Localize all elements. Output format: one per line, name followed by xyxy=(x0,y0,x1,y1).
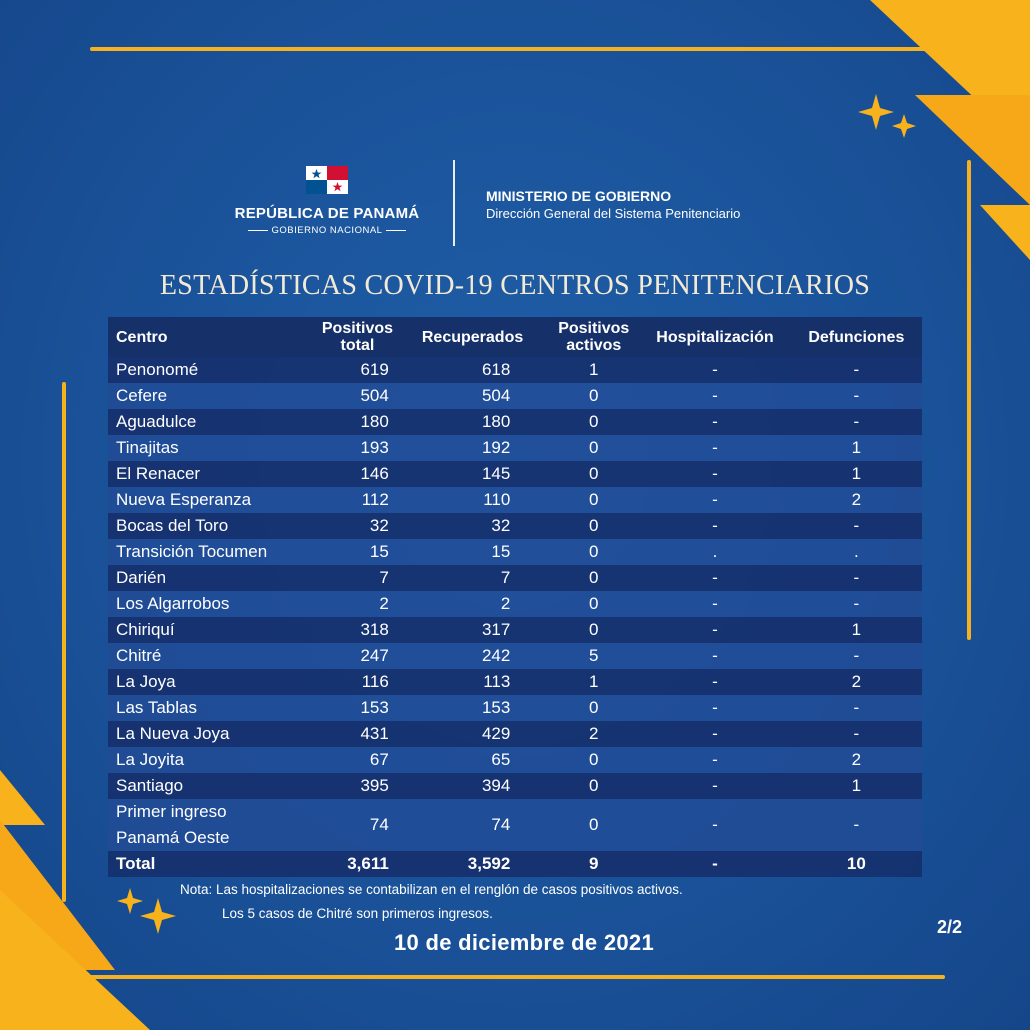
table-cell: Chiriquí xyxy=(108,617,318,643)
header-hospitalizacion: Hospitalización xyxy=(639,317,790,357)
sparkle-icon xyxy=(114,884,178,936)
table-cell: 0 xyxy=(548,487,639,513)
table-cell: 0 xyxy=(548,435,639,461)
table-cell: - xyxy=(639,357,790,383)
table-row xyxy=(108,565,922,591)
table-header-row xyxy=(108,317,922,357)
table-row xyxy=(108,747,922,773)
table-cell: La Nueva Joya xyxy=(108,721,318,747)
table-cell: 145 xyxy=(397,461,548,487)
table-cell: 0 xyxy=(548,409,639,435)
page-indicator: 2/2 xyxy=(937,917,963,937)
table-cell: 3,592 xyxy=(397,851,548,877)
table-cell: 0 xyxy=(548,539,639,565)
table-cell: - xyxy=(639,669,790,695)
table-cell: 146 xyxy=(318,461,397,487)
table-row xyxy=(108,357,922,383)
table-row xyxy=(108,643,922,669)
table-cell: 0 xyxy=(548,513,639,539)
table-cell: 7 xyxy=(397,565,548,591)
table-cell: 1 xyxy=(791,435,922,461)
table-cell: 395 xyxy=(318,773,397,799)
table-cell: 116 xyxy=(318,669,397,695)
table-cell: 429 xyxy=(397,721,548,747)
table-cell: - xyxy=(639,851,790,877)
table-row xyxy=(108,721,922,747)
table-cell: 1 xyxy=(791,461,922,487)
table-cell: 0 xyxy=(548,591,639,617)
table-cell: 2 xyxy=(791,669,922,695)
table-cell: 0 xyxy=(548,383,639,409)
table-cell: - xyxy=(791,643,922,669)
table-cell: El Renacer xyxy=(108,461,318,487)
header-positivos-activos: Positivos activos xyxy=(548,317,639,357)
table-cell: - xyxy=(639,591,790,617)
table-cell: 112 xyxy=(318,487,397,513)
table-cell: 180 xyxy=(397,409,548,435)
table-cell: - xyxy=(791,721,922,747)
table-cell: Total xyxy=(108,851,318,877)
ministry-name: MINISTERIO DE GOBIERNO xyxy=(486,188,672,204)
table-cell: 2 xyxy=(397,591,548,617)
table-cell: Primer ingreso Panamá Oeste xyxy=(108,799,318,851)
covid-stats-table xyxy=(108,317,922,877)
table-cell: 247 xyxy=(318,643,397,669)
table-cell: 9 xyxy=(548,851,639,877)
table-row xyxy=(108,539,922,565)
table-cell: 318 xyxy=(318,617,397,643)
table-cell: 15 xyxy=(318,539,397,565)
table-cell: 67 xyxy=(318,747,397,773)
table-cell: 619 xyxy=(318,357,397,383)
table-cell: 1 xyxy=(791,773,922,799)
table-cell: 113 xyxy=(397,669,548,695)
table-cell: 153 xyxy=(318,695,397,721)
panama-flag-icon xyxy=(306,166,348,194)
table-cell: - xyxy=(639,513,790,539)
table-cell: Nueva Esperanza xyxy=(108,487,318,513)
government-label: GOBIERNO NACIONAL xyxy=(222,225,432,236)
table-cell: 0 xyxy=(548,617,639,643)
table-cell: Santiago xyxy=(108,773,318,799)
header-centro: Centro xyxy=(108,317,318,357)
table-cell: 1 xyxy=(548,357,639,383)
note-line-1: Nota: Las hospitalizaciones se contabilizan en el renglón de casos positivos activos. xyxy=(180,882,683,897)
table-cell: - xyxy=(791,383,922,409)
table-row xyxy=(108,435,922,461)
table-cell: 317 xyxy=(397,617,548,643)
table-cell: 0 xyxy=(548,747,639,773)
table-cell: Darién xyxy=(108,565,318,591)
table-cell: 0 xyxy=(548,461,639,487)
table-row xyxy=(108,383,922,409)
table-cell: - xyxy=(639,487,790,513)
table-cell: 5 xyxy=(548,643,639,669)
table-cell: 0 xyxy=(548,565,639,591)
table-cell: Los Algarrobos xyxy=(108,591,318,617)
table-cell: - xyxy=(791,695,922,721)
header-divider xyxy=(453,160,455,246)
table-cell: Transición Tocumen xyxy=(108,539,318,565)
table-cell: 32 xyxy=(318,513,397,539)
table-cell: - xyxy=(639,565,790,591)
table-cell: 1 xyxy=(791,617,922,643)
table-cell: 0 xyxy=(548,799,639,851)
table-cell: - xyxy=(791,357,922,383)
table-row xyxy=(108,461,922,487)
table-cell: - xyxy=(639,383,790,409)
table-cell: - xyxy=(791,565,922,591)
table-cell: - xyxy=(639,435,790,461)
table-cell: Tinajitas xyxy=(108,435,318,461)
table-cell: - xyxy=(791,409,922,435)
table-row xyxy=(108,669,922,695)
table-row xyxy=(108,617,922,643)
table-cell: 74 xyxy=(318,799,397,851)
header xyxy=(0,160,1030,250)
table-cell: Penonomé xyxy=(108,357,318,383)
table-cell: - xyxy=(639,695,790,721)
table-cell: 193 xyxy=(318,435,397,461)
page-title: ESTADÍSTICAS COVID-19 CENTROS PENITENCIARIOS xyxy=(159,270,871,301)
table-cell: 504 xyxy=(318,383,397,409)
table-cell: 504 xyxy=(397,383,548,409)
table-cell: La Joyita xyxy=(108,747,318,773)
table-cell: - xyxy=(791,591,922,617)
table-cell: 242 xyxy=(397,643,548,669)
table-cell: Chitré xyxy=(108,643,318,669)
table-cell: 110 xyxy=(397,487,548,513)
table-cell: Aguadulce xyxy=(108,409,318,435)
table-cell: Las Tablas xyxy=(108,695,318,721)
table-cell: 192 xyxy=(397,435,548,461)
table-cell: 394 xyxy=(397,773,548,799)
table-cell: 32 xyxy=(397,513,548,539)
table-cell: - xyxy=(639,617,790,643)
republic-name: REPÚBLICA DE PANAMÁ xyxy=(234,205,420,222)
report-date: 10 de diciembre de 2021 xyxy=(393,930,655,955)
table-cell: - xyxy=(639,773,790,799)
table-total-row xyxy=(108,851,922,877)
table-cell: 431 xyxy=(318,721,397,747)
note-line-2: Los 5 casos de Chitré son primeros ingresos. xyxy=(222,906,493,921)
table-cell: 0 xyxy=(548,773,639,799)
table-cell: 153 xyxy=(397,695,548,721)
table-cell: - xyxy=(639,643,790,669)
table-row xyxy=(108,695,922,721)
ministry-subtitle: Dirección General del Sistema Penitenciario xyxy=(486,206,741,221)
header-positivos-total: Positivos total xyxy=(318,317,397,357)
table-cell: 7 xyxy=(318,565,397,591)
table-row xyxy=(108,799,922,851)
table-cell: 180 xyxy=(318,409,397,435)
table-cell: - xyxy=(639,799,790,851)
table-cell: 0 xyxy=(548,695,639,721)
table-cell: 74 xyxy=(397,799,548,851)
table-cell: - xyxy=(639,747,790,773)
table-cell: . xyxy=(791,539,922,565)
header-recuperados: Recuperados xyxy=(397,317,548,357)
table-cell: - xyxy=(639,721,790,747)
header-defunciones: Defunciones xyxy=(791,317,922,357)
table-cell: 1 xyxy=(548,669,639,695)
table-row xyxy=(108,409,922,435)
table-cell: Bocas del Toro xyxy=(108,513,318,539)
table-cell: 2 xyxy=(791,747,922,773)
table-cell: 3,611 xyxy=(318,851,397,877)
table-cell: - xyxy=(791,513,922,539)
table-cell: - xyxy=(791,799,922,851)
table-cell: 15 xyxy=(397,539,548,565)
table-cell: 2 xyxy=(318,591,397,617)
table-row xyxy=(108,513,922,539)
table-row xyxy=(108,591,922,617)
table-cell: 65 xyxy=(397,747,548,773)
table-cell: La Joya xyxy=(108,669,318,695)
table-row xyxy=(108,773,922,799)
table-cell: 2 xyxy=(791,487,922,513)
table-cell: . xyxy=(639,539,790,565)
table-cell: 10 xyxy=(791,851,922,877)
sparkle-icon xyxy=(858,92,922,140)
table-cell: - xyxy=(639,409,790,435)
table-cell: Cefere xyxy=(108,383,318,409)
table-row xyxy=(108,487,922,513)
table-cell: 2 xyxy=(548,721,639,747)
table-cell: 618 xyxy=(397,357,548,383)
top-gold-line xyxy=(90,47,930,51)
table-cell: - xyxy=(639,461,790,487)
